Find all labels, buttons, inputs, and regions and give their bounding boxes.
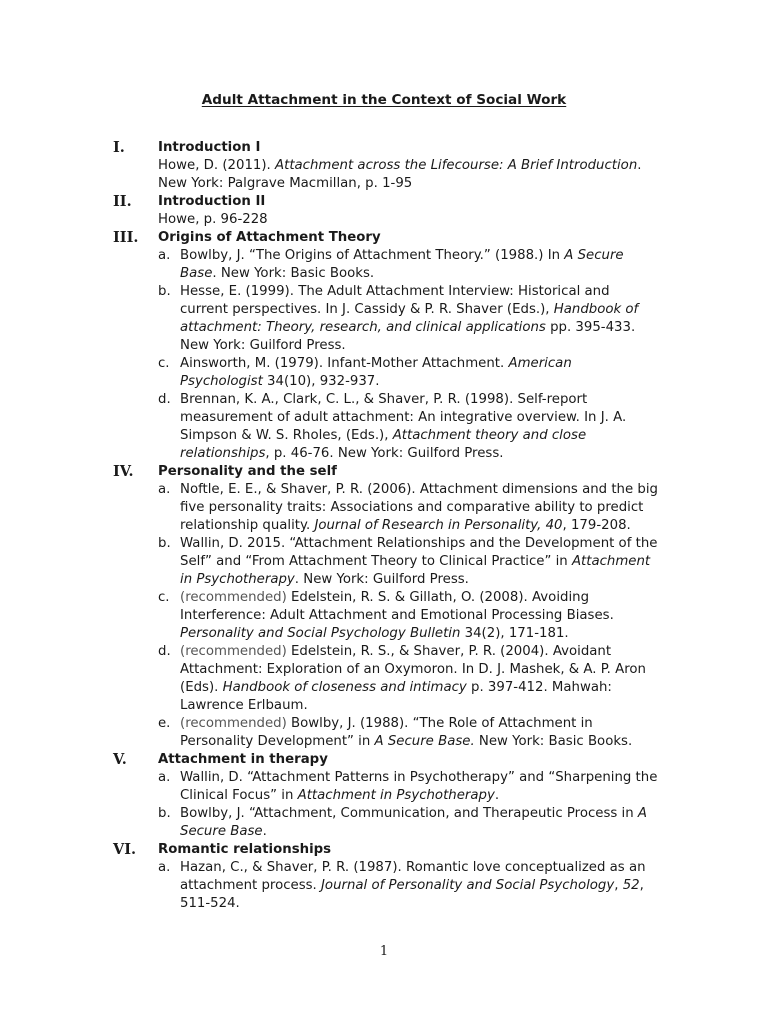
section-heading: Origins of Attachment Theory (158, 230, 381, 245)
section-body (158, 193, 688, 229)
italic-text: A Secure (564, 248, 624, 263)
text-segment: Brennan, K. A., Clark, C. L., & Shaver, P. R. (1998). Self-report (180, 392, 588, 407)
text-segment: current perspectives. In J. Cassidy & P. R. Shaver (Eds.), (180, 302, 554, 317)
citation-line (180, 283, 768, 301)
item-letter: d. (158, 644, 171, 659)
citation-line (180, 247, 768, 265)
text-segment: Edelstein, R. S., & Shaver, P. R. (2004). Avoidant (286, 644, 612, 659)
section-heading: Personality and the self (158, 464, 337, 479)
outline-section (0, 139, 768, 193)
citation-line (180, 877, 768, 895)
citation-line (180, 319, 768, 337)
text-segment: , (614, 878, 623, 893)
item-letter: a. (158, 770, 171, 785)
italic-text: A Secure Base. (374, 734, 475, 749)
citation-line (180, 517, 768, 535)
text-segment: Clinical Focus” in (180, 788, 298, 803)
italic-text: Handbook of closeness and intimacy (222, 680, 467, 695)
section-numeral: III. (113, 229, 139, 246)
text-segment: Ainsworth, M. (1979). Infant-Mother Attachment. (180, 356, 509, 371)
italic-text: Attachment across the Lifecourse: A Brief Introduction (275, 158, 638, 173)
text-segment: attachment process. (180, 878, 322, 893)
citation-line (180, 301, 768, 319)
citation-item (0, 859, 768, 913)
item-letter: b. (158, 284, 171, 299)
citation-line (180, 895, 768, 913)
citation-line (180, 805, 768, 823)
text-segment: (recommended) (180, 590, 287, 605)
italic-text: Personality and Social Psychology Bulletin (180, 626, 461, 641)
item-letter: c. (158, 356, 170, 371)
section-heading: Introduction I (158, 140, 261, 155)
document-title: Adult Attachment in the Context of Social Work (201, 92, 567, 108)
citation-line (180, 679, 768, 697)
text-segment: Hazan, C., & Shaver, P. R. (1987). Romantic love conceptualized as an (180, 860, 646, 875)
item-letter: a. (158, 482, 171, 497)
text-segment: Wallin, D. 2015. “Attachment Relationships and the Development of the (180, 536, 658, 551)
citation-line (180, 733, 768, 751)
citation-line (180, 427, 768, 445)
citation-item (0, 589, 768, 643)
citation-line (180, 625, 768, 643)
text-segment: Wallin, D. “Attachment Patterns in Psychotherapy” and “Sharpening the (180, 770, 658, 785)
reading-list-outline (0, 139, 768, 913)
citation-line (158, 211, 688, 229)
citation-text (180, 643, 768, 715)
text-segment: 34(2), 171-181. (460, 626, 569, 641)
citation-text (180, 589, 768, 643)
citation-line (180, 409, 768, 427)
text-segment: (recommended) (180, 716, 287, 731)
section-heading: Attachment in therapy (158, 752, 328, 767)
text-segment: . (494, 788, 500, 803)
citation-item (0, 283, 768, 355)
text-segment: Simpson & W. S. Rholes, (Eds.), (180, 428, 393, 443)
italic-text: Handbook of (553, 302, 639, 317)
citation-line (180, 589, 768, 607)
citation-line (180, 571, 768, 589)
citation-text (180, 391, 768, 463)
citation-text (180, 283, 768, 355)
text-segment: Bowlby, J. “The Origins of Attachment Theory.” (1988.) In (180, 248, 565, 263)
text-segment: , 179-208. (562, 518, 631, 533)
text-segment: Noftle, E. E., & Shaver, P. R. (2006). Attachment dimensions and the big (180, 482, 658, 497)
italic-text: Journal of Personality and Social Psychology (321, 878, 615, 893)
section-body (158, 229, 688, 247)
citation-line (180, 859, 768, 877)
section-body (158, 463, 688, 481)
citation-line (180, 499, 768, 517)
text-segment: Howe, p. 96-228 (158, 212, 268, 227)
citation-line (180, 715, 768, 733)
italic-text: A (637, 806, 648, 821)
text-segment: New York: Palgrave Macmillan, p. 1-95 (158, 176, 413, 191)
citation-line (180, 661, 768, 679)
citation-line (158, 175, 688, 193)
italic-text: 52 (622, 878, 640, 893)
text-segment: New York: Basic Books. (474, 734, 633, 749)
text-segment: . (262, 824, 267, 839)
text-segment: relationship quality. (180, 518, 315, 533)
italic-text: Attachment theory and close (392, 428, 587, 443)
citation-text (180, 481, 768, 535)
text-segment: Bowlby, J. “Attachment, Communication, and Therapeutic Process in (180, 806, 638, 821)
outline-section (0, 229, 768, 247)
item-letter: a. (158, 860, 171, 875)
citation-text (180, 859, 768, 913)
citation-line (180, 391, 768, 409)
text-segment: Howe, D. (2011). (158, 158, 276, 173)
citation-text (180, 715, 768, 751)
citation-item (0, 805, 768, 841)
italic-text: in Psychotherapy (180, 572, 295, 587)
text-segment: Attachment: Exploration of an Oxymoron. In D. J. Mashek, & A. P. Aron (180, 662, 646, 677)
text-segment: . (637, 158, 642, 173)
text-segment: (Eds). (180, 680, 223, 695)
citation-line (180, 265, 768, 283)
text-segment: . New York: Guilford Press. (294, 572, 469, 587)
section-numeral: V. (113, 751, 127, 768)
item-letter: e. (158, 716, 171, 731)
citation-line (180, 481, 768, 499)
citation-line (180, 373, 768, 391)
citation-line (158, 157, 688, 175)
item-letter: b. (158, 806, 171, 821)
text-segment: Lawrence Erlbaum. (180, 698, 308, 713)
italic-text: Base (180, 266, 213, 281)
citation-line (180, 697, 768, 715)
citation-text (180, 355, 768, 391)
section-heading: Romantic relationships (158, 842, 332, 857)
outline-section (0, 193, 768, 229)
item-letter: d. (158, 392, 171, 407)
section-heading: Introduction II (158, 194, 266, 209)
citation-item (0, 715, 768, 751)
italic-text: Attachment in Psychotherapy (297, 788, 495, 803)
text-segment: Self” and “From Attachment Theory to Clinical Practice” in (180, 554, 572, 569)
citation-line (180, 823, 768, 841)
citation-item (0, 769, 768, 805)
citation-item (0, 643, 768, 715)
section-numeral: IV. (113, 463, 134, 480)
outline-section (0, 751, 768, 769)
text-segment: Personality Development” in (180, 734, 375, 749)
text-segment: New York: Guilford Press. (180, 338, 346, 353)
text-segment: Interference: Adult Attachment and Emotional Processing Biases. (180, 608, 614, 623)
citation-item (0, 355, 768, 391)
citation-text (180, 247, 768, 283)
italic-text: relationships (180, 446, 266, 461)
citation-line (180, 535, 768, 553)
section-numeral: I. (113, 139, 125, 156)
citation-item (0, 535, 768, 589)
citation-line (180, 445, 768, 463)
italic-text: Secure Base (180, 824, 263, 839)
text-segment: 34(10), 932-937. (262, 374, 380, 389)
section-body (158, 841, 688, 859)
item-letter: b. (158, 536, 171, 551)
italic-text: American (508, 356, 572, 371)
citation-text (180, 769, 768, 805)
outline-section (0, 463, 768, 481)
text-segment: measurement of adult attachment: An integrative overview. In J. A. (180, 410, 627, 425)
text-segment: p. 397-412. Mahwah: (466, 680, 612, 695)
outline-section (0, 841, 768, 859)
citation-text (180, 805, 768, 841)
italic-text: attachment: Theory, research, and clinical applications (180, 320, 546, 335)
section-numeral: II. (113, 193, 132, 210)
citation-item (0, 247, 768, 283)
text-segment: (recommended) (180, 644, 287, 659)
text-segment: , (639, 878, 644, 893)
text-segment: Hesse, E. (1999). The Adult Attachment Interview: Historical and (180, 284, 610, 299)
citation-line (180, 787, 768, 805)
citation-item (0, 481, 768, 535)
text-segment: Bowlby, J. (1988). “The Role of Attachment in (286, 716, 593, 731)
item-letter: c. (158, 590, 170, 605)
citation-line (180, 337, 768, 355)
text-segment: pp. 395-433. (545, 320, 636, 335)
text-segment: . New York: Basic Books. (212, 266, 375, 281)
item-letter: a. (158, 248, 171, 263)
section-body (158, 751, 688, 769)
section-numeral: VI. (113, 841, 137, 858)
italic-text: Psychologist (180, 374, 263, 389)
italic-text: Journal of Research in Personality, 40 (314, 518, 563, 533)
text-segment: Edelstein, R. S. & Gillath, O. (2008). Avoiding (286, 590, 590, 605)
citation-item (0, 391, 768, 463)
italic-text: Attachment (571, 554, 651, 569)
citation-line (180, 769, 768, 787)
page-number: 1 (379, 944, 389, 959)
citation-line (180, 643, 768, 661)
text-segment: five personality traits: Associations and comparative ability to predict (180, 500, 644, 515)
section-body (158, 139, 688, 193)
text-segment: 511-524. (180, 896, 240, 911)
text-segment: , p. 46-76. New York: Guilford Press. (265, 446, 504, 461)
citation-text (180, 535, 768, 589)
citation-line (180, 553, 768, 571)
citation-line (180, 355, 768, 373)
citation-line (180, 607, 768, 625)
